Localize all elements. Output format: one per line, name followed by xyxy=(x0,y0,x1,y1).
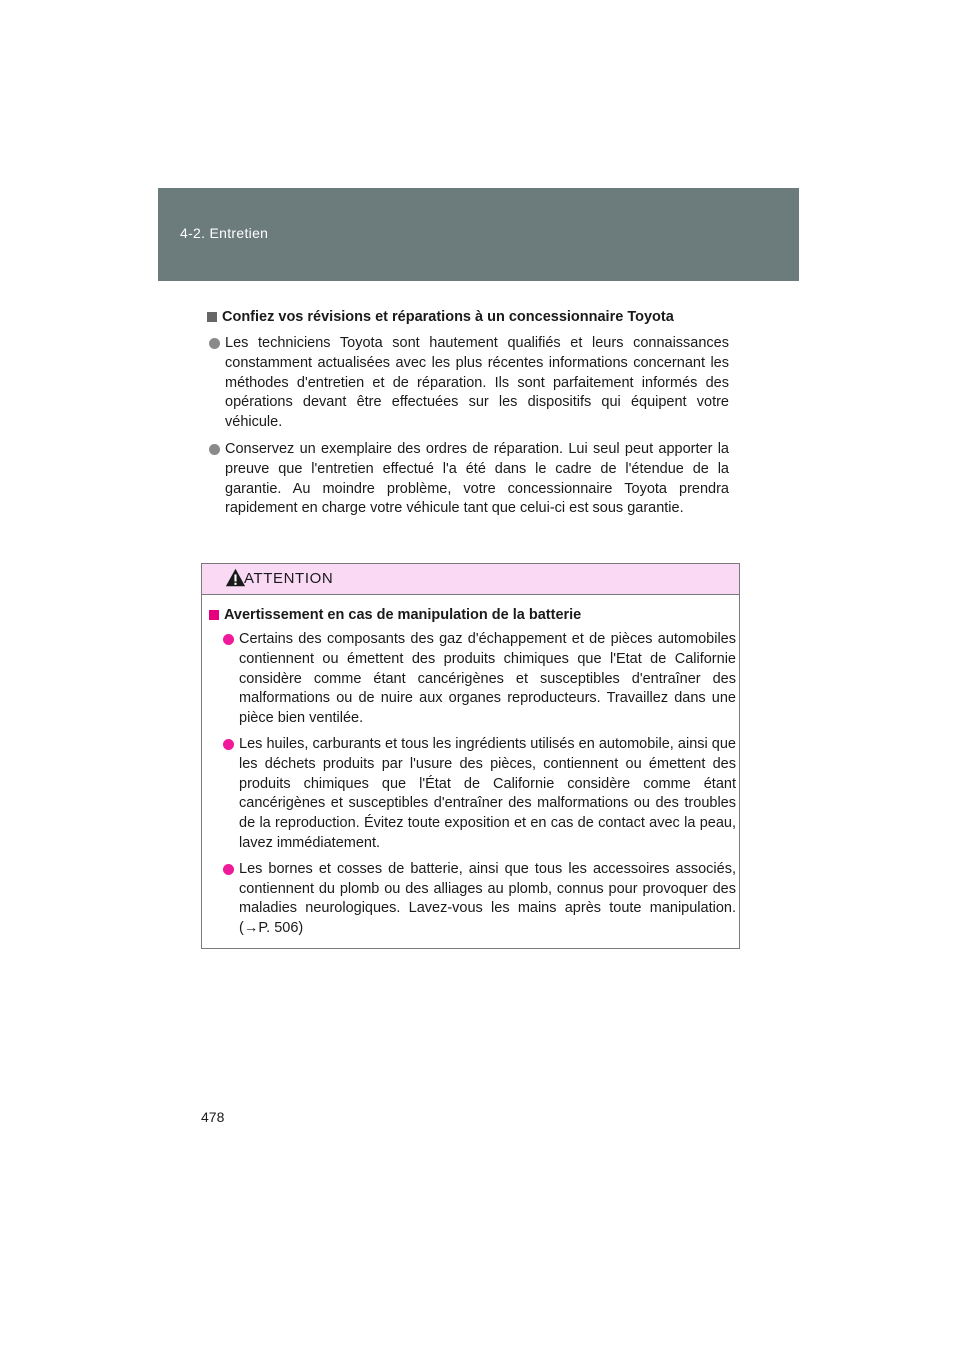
section-label: 4-2. Entretien xyxy=(180,225,269,241)
header-band xyxy=(158,188,799,281)
main-content xyxy=(207,306,729,526)
circle-bullet-icon xyxy=(209,444,220,455)
list-item-text: Les techniciens Toyota sont hautement qualifiés et leurs connaissances constamment actualisées avec les plus récentes informations concernant les méthodes d'entretien et de réparation. Ils sont parfaitement informés des opérations devant être effectuées sur les dispositifs qui équipent votre véhicule. xyxy=(225,335,729,431)
attention-body xyxy=(209,604,736,945)
circle-bullet-icon xyxy=(223,739,234,750)
square-bullet-icon xyxy=(207,312,217,322)
list-item xyxy=(223,735,736,854)
list-item-text: Les bornes et cosses de batterie, ainsi que tous les accessoires associés, contiennent du plomb ou des alliages au plomb, connus pour provoquer des maladies neurologiques. Lavez-vous les mains après toute manipulation. (→P. 506) xyxy=(239,860,736,937)
list-item-text: Les huiles, carburants et tous les ingrédients utilisés en automobile, ainsi que les déchets produits par l'usure des pièces, contiennent ou émettent des produits chimiques que l'État de Californie considère comme étant cancérigènes et susceptibles d'entraîner des malformations ou des troubles de la reproduction. Évitez toute exposition et en cas de contact avec la peau, lavez immédiatement. xyxy=(239,735,736,851)
list-item xyxy=(209,440,729,519)
list-item xyxy=(209,334,729,433)
list-item xyxy=(223,630,736,729)
circle-bullet-icon xyxy=(209,338,220,349)
attention-title: ATTENTION xyxy=(244,570,334,587)
section-heading xyxy=(207,306,729,328)
list-item xyxy=(223,860,736,939)
list-item-text: Certains des composants des gaz d'échappement et de pièces automobiles contiennent ou émettent des produits chimiques que l'Etat de Californie considère comme étant cancérigènes et susceptibles d'entraîner des malformations ou de nuire aux organes reproducteurs. Travaillez dans une pièce bien ventilée. xyxy=(239,631,736,727)
circle-bullet-icon xyxy=(223,864,234,875)
section-heading-text: Confiez vos révisions et réparations à un concessionnaire Toyota xyxy=(222,309,674,325)
page-number: 478 xyxy=(201,1109,225,1125)
list-item-text: Conservez un exemplaire des ordres de réparation. Lui seul peut apporter la preuve que l'entretien effectué l'a été dans le cadre de l'étendue de la garantie. Au moindre problème, votre concessionnaire Toyota prendra rapidement en charge votre véhicule tant que celui-ci est sous garantie. xyxy=(225,440,729,517)
attention-header xyxy=(202,564,739,595)
attention-heading-text: Avertissement en cas de manipulation de la batterie xyxy=(224,607,582,623)
attention-box xyxy=(201,563,740,949)
circle-bullet-icon xyxy=(223,634,234,645)
square-bullet-icon xyxy=(209,610,219,620)
attention-heading xyxy=(209,604,736,626)
warning-triangle-icon xyxy=(225,567,246,588)
